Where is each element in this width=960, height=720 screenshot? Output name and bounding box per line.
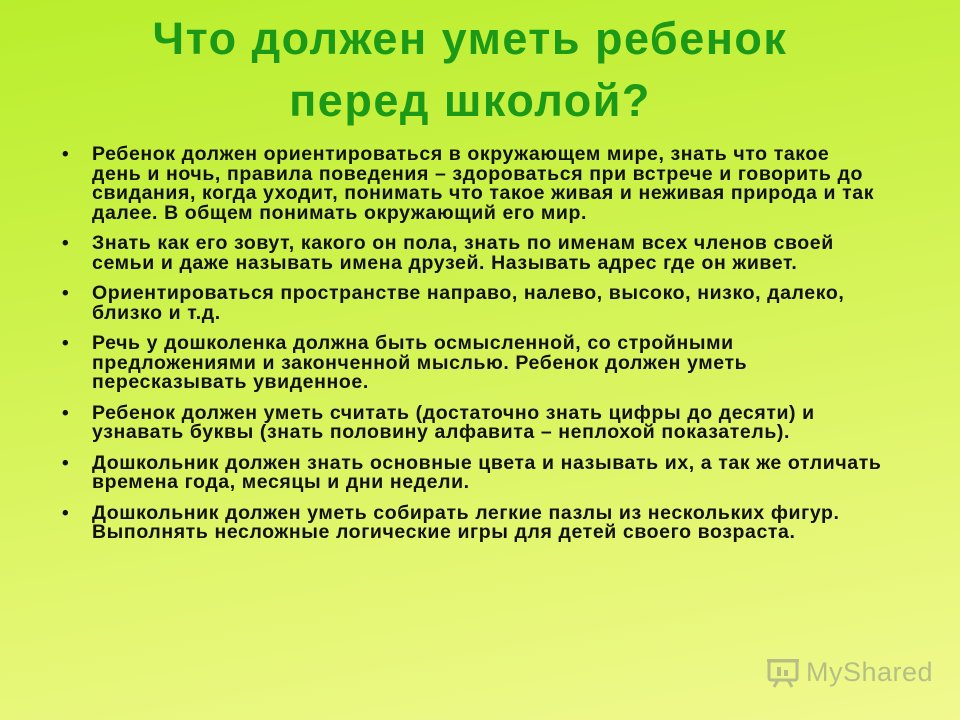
- bullet-item: [62, 234, 882, 273]
- bullet-dot: •: [62, 233, 70, 254]
- bullet-text: Речь у дошколенка должна быть осмысленной, со стройными предложениями и законченной мыслью. Ребенок должен уметь пересказывать увиденное.: [92, 332, 748, 393]
- bullet-text: Ориентироваться пространстве направо, налево, высоко, низко, далеко, близко и т.д.: [92, 282, 845, 324]
- bullet-text: Дошкольник должен уметь собирать легкие пазлы из нескольких фигур. Выполнять несложные логические игры для детей своего возраста.: [92, 501, 840, 543]
- bullet-dot: •: [62, 452, 70, 474]
- slide-title-line-2: перед школой?: [289, 75, 651, 126]
- bullet-dot: •: [62, 144, 70, 165]
- bullet-item: [62, 401, 882, 443]
- bullet-list: [62, 145, 882, 554]
- bullet-dot: •: [62, 502, 70, 524]
- bullet-text: Ребенок должен уметь считать (достаточно знать цифры до десяти) и узнавать буквы (знать половину алфавита – неплохой показатель).: [92, 401, 815, 443]
- bullet-item: [62, 501, 882, 543]
- bullet-text: Знать как его зовут, какого он пола, знать по именам всех членов своей семьи и даже называть имена друзей. Называть адрес где он живет.: [92, 232, 834, 274]
- watermark-text: MyShared: [806, 657, 934, 687]
- bullet-dot: •: [62, 402, 70, 424]
- myshared-watermark: [766, 656, 934, 692]
- bullet-dot: •: [62, 333, 70, 354]
- slide-title-line-1: Что должен уметь ребенок: [152, 13, 788, 64]
- slide-title: [60, 8, 880, 132]
- bullet-item: [62, 284, 882, 323]
- presentation-screen-icon: [766, 658, 800, 688]
- bullet-item: [62, 451, 882, 493]
- bullet-text: Дошкольник должен знать основные цвета и называть их, а так же отличать времена года, месяцы и дни недели.: [92, 451, 882, 493]
- bullet-text: Ребенок должен ориентироваться в окружающем мире, знать что такое день и ночь, правила поведения – здороваться при встрече и говорить до свидания, когда уходит, понимать что такое живая и неживая природа и так далее. В общем понимать окружающий его мир.: [92, 143, 875, 224]
- bullet-item: [62, 145, 882, 223]
- bullet-item: [62, 334, 882, 393]
- bullet-dot: •: [62, 283, 70, 304]
